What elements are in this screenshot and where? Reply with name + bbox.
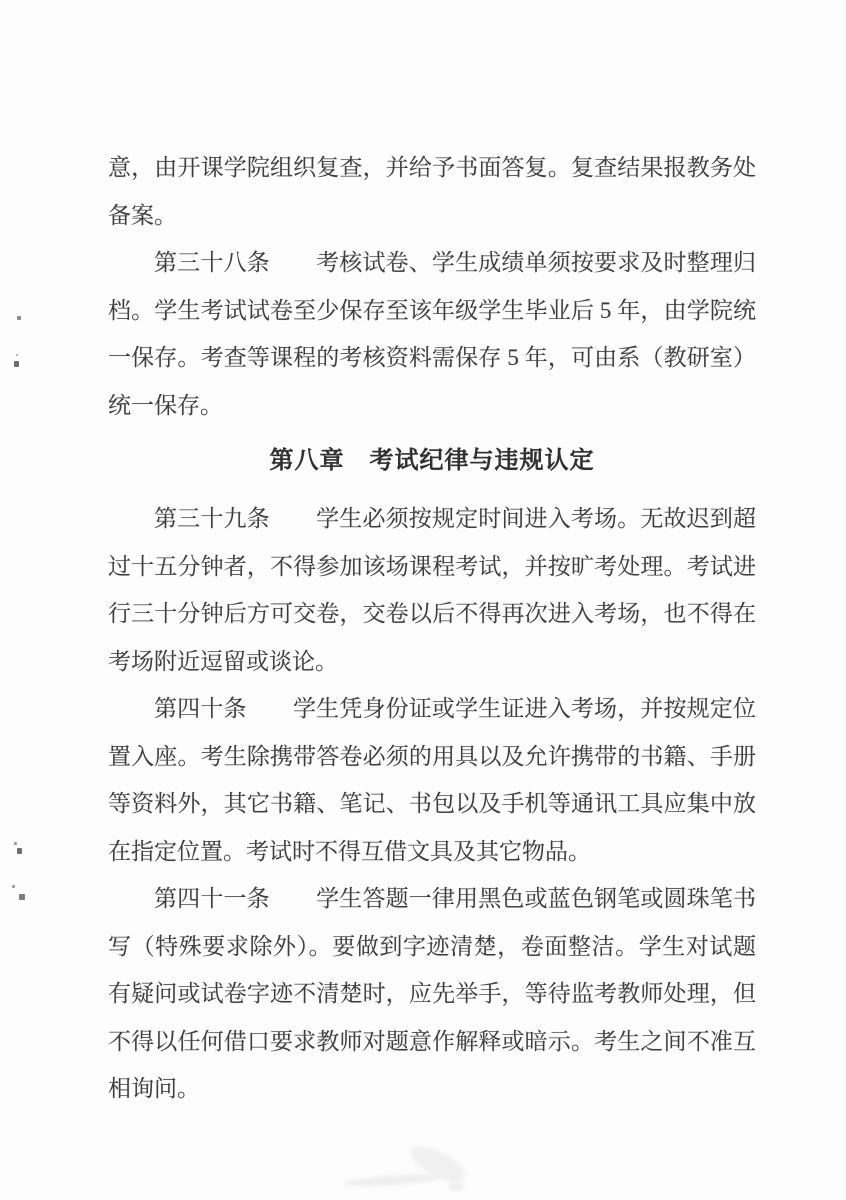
chapter-8-heading: 第八章 考试纪律与违规认定 <box>269 447 595 474</box>
paragraph-article-38: 第三十八条 考核试卷、学生成绩单须按要求及时整理归档。学生考试试卷至少保存至该年级学生毕业后 5 年，由学院统一保存。考查等课程的考核资料需保存 5 年，可由系（教研室）统一保存。 <box>108 250 756 418</box>
scan-speck <box>19 894 25 900</box>
paragraph-article-39: 第三十九条 学生必须按规定时间进入考场。无故迟到超过十五分钟者，不得参加该场课程考试，并按旷考处理。考试进行三十分钟后方可交卷，交卷以后不得再次进入考场，也不得在考场附近逗留或谈论。 <box>108 506 756 674</box>
paragraph-article-41: 第四十一条 学生答题一律用黑色或蓝色钢笔或圆珠笔书写（特殊要求除外）。要做到字迹清楚，卷面整洁。学生对试题有疑问或试卷字迹不清楚时，应先举手，等待监考教师处理，但不得以任何借口要求教师对题意作解释或暗示。考生之间不准互相询问。 <box>108 886 756 1101</box>
scan-speck <box>17 848 22 854</box>
scan-speck <box>12 885 15 888</box>
paragraph-article-40: 第四十条 学生凭身份证或学生证进入考场，并按规定位置入座。考生除携带答卷必须的用具以及允许携带的书籍、手册等资料外，其它书籍、笔记、书包以及手机等通讯工具应集中放在指定位置。考试时不得互借文具及其它物品。 <box>108 696 756 864</box>
scan-smudge <box>344 1173 440 1189</box>
scan-speck <box>16 354 18 356</box>
paragraph-continuation: 意，由开课学院组织复查，并给予书面答复。复查结果报教务处备案。 <box>108 155 756 228</box>
document-content <box>108 144 756 1113</box>
scan-speck <box>17 316 21 320</box>
scan-smudge <box>448 1182 464 1191</box>
scan-speck <box>14 842 17 845</box>
scan-speck <box>14 361 19 367</box>
